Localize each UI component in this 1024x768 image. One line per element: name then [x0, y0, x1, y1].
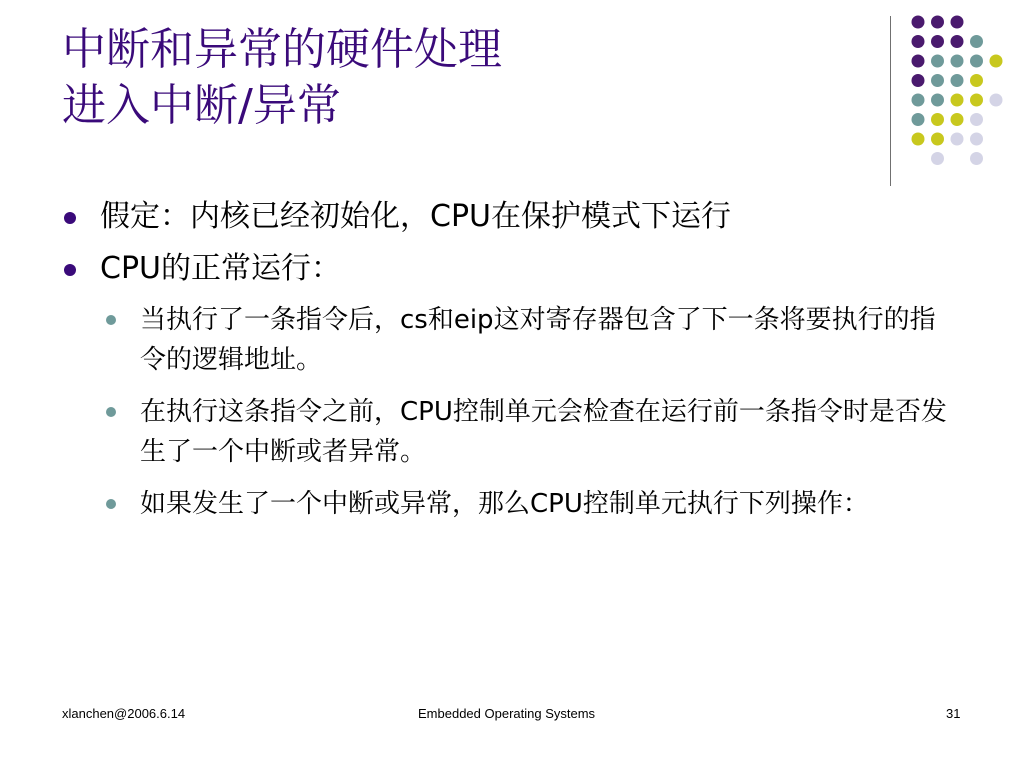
sub-bullet-item	[102, 484, 960, 524]
sub-bullet-text: 在执行这条指令之前，CPU控制单元会检查在运行前一条指令时是否发生了一个中断或者异常。	[140, 397, 947, 467]
bullet-dot-icon	[64, 264, 76, 276]
decorative-dot	[951, 35, 964, 48]
bullet-item	[62, 248, 962, 290]
bullet-item	[62, 196, 962, 238]
decorative-dot	[970, 113, 983, 126]
decorative-dot	[990, 94, 1003, 107]
decorative-dot	[970, 55, 983, 68]
bullet-text: CPU的正常运行：	[100, 251, 341, 286]
decorative-dot	[912, 55, 925, 68]
decorative-dot	[931, 94, 944, 107]
footer-course-title: Embedded Operating Systems	[418, 706, 596, 721]
footer-page-number: 31	[946, 706, 961, 721]
sub-bullet-item	[102, 392, 960, 472]
title-line-2: 进入中断/异常	[62, 80, 341, 131]
decorative-dot	[951, 74, 964, 87]
decorative-dot	[970, 133, 983, 146]
decorative-dot	[970, 94, 983, 107]
footer-author-date: xlanchen@2006.6.14	[62, 706, 186, 721]
sub-bullet-dot-icon	[106, 499, 116, 509]
sub-bullet-dot-icon	[106, 315, 116, 325]
decorative-dot	[931, 152, 944, 165]
decorative-dot	[970, 35, 983, 48]
decorative-dot	[951, 113, 964, 126]
decorative-dot	[970, 152, 983, 165]
decorative-dot	[951, 133, 964, 146]
sub-bullet-text: 如果发生了一个中断或异常，那么CPU控制单元执行下列操作：	[140, 489, 869, 519]
decorative-dot	[931, 74, 944, 87]
decorative-dot	[912, 35, 925, 48]
decorative-dot	[912, 133, 925, 146]
decorative-dot	[912, 16, 925, 29]
decorative-dot	[951, 16, 964, 29]
decorative-dot	[970, 74, 983, 87]
decorative-dot	[912, 74, 925, 87]
bullet-text: 假定：内核已经初始化，CPU在保护模式下运行	[100, 199, 731, 234]
slide-content	[62, 196, 962, 536]
title-line-1: 中断和异常的硬件处理	[62, 24, 502, 75]
decorative-dot	[931, 133, 944, 146]
decorative-dot	[951, 55, 964, 68]
decorative-dot	[990, 55, 1003, 68]
sub-bullet-text: 当执行了一条指令后，cs和eip这对寄存器包含了下一条将要执行的指令的逻辑地址。	[140, 305, 936, 375]
decorative-dot	[912, 94, 925, 107]
decorative-dot	[931, 113, 944, 126]
decorative-dot	[951, 94, 964, 107]
sub-bullet-dot-icon	[106, 407, 116, 417]
bullet-dot-icon	[64, 212, 76, 224]
decorative-dot	[931, 55, 944, 68]
decorative-dot	[912, 113, 925, 126]
decorative-dot-grid	[0, 0, 1024, 200]
decorative-dot	[931, 35, 944, 48]
sub-bullet-item	[102, 300, 960, 380]
decorative-dot	[931, 16, 944, 29]
